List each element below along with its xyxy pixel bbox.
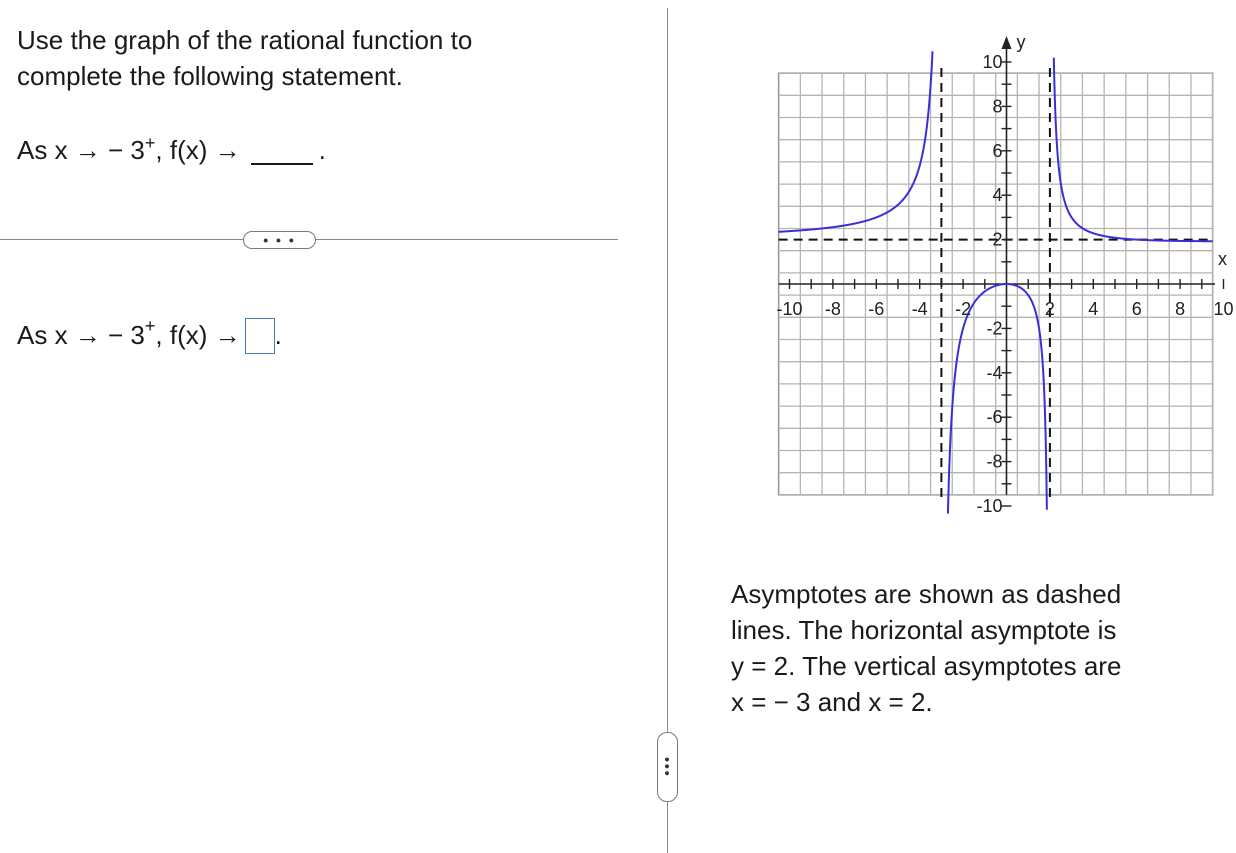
panel-resize-button[interactable] (657, 732, 678, 802)
note-line-1: Asymptotes are shown as dashed (731, 579, 1122, 609)
question-line-1: Use the graph of the rational function to (17, 25, 473, 55)
y-tick-label: -4 (986, 362, 1003, 383)
answer-middle: , f(x) → (155, 320, 241, 350)
x-tick-label: 2 (1044, 299, 1055, 319)
statement-middle: , f(x) → (155, 135, 241, 165)
x-tick-label: -8 (824, 299, 841, 319)
expand-button[interactable] (243, 231, 316, 249)
y-tick-label: 2 (992, 229, 1003, 250)
y-tick-label: 4 (992, 185, 1003, 206)
y-tick-label: 8 (992, 96, 1003, 117)
x-axis-label: x (1218, 249, 1227, 269)
expand-button-label: • • • (263, 232, 296, 248)
note-line-4: x = − 3 and x = 2. (731, 687, 933, 717)
question-line-2: complete the following statement. (17, 61, 403, 91)
x-tick-label: 10 (1213, 299, 1234, 319)
tick-labels (776, 32, 1233, 516)
y-tick-label: -10 (976, 496, 1003, 516)
asymptote-note (731, 576, 1191, 720)
blank-line (251, 135, 313, 165)
statement-superscript: + (144, 133, 156, 153)
rational-function-graph (755, 30, 1235, 520)
y-axis-label: y (1016, 32, 1026, 52)
y-tick-label: -8 (986, 451, 1003, 472)
y-tick-label: 10 (982, 52, 1003, 72)
x-tick-label: -2 (955, 299, 972, 319)
y-tick-label: -6 (986, 407, 1003, 428)
panel-divider (667, 8, 668, 853)
answer-statement (17, 318, 282, 354)
x-tick-label: 8 (1175, 299, 1186, 319)
y-tick-label: 6 (992, 140, 1003, 161)
x-tick-label: -10 (776, 299, 803, 319)
curve-right-branch (1054, 58, 1213, 242)
statement-suffix: . (318, 135, 326, 165)
note-line-3: y = 2. The vertical asymptotes are (731, 651, 1122, 681)
y-axis-arrow (1002, 36, 1012, 49)
x-tick-label: 6 (1131, 299, 1142, 319)
x-tick-label: -6 (868, 299, 885, 319)
note-line-2: lines. The horizontal asymptote is (731, 615, 1117, 645)
x-tick-label: -4 (911, 299, 928, 319)
statement-prompt (17, 135, 326, 166)
answer-input[interactable] (245, 318, 275, 354)
answer-suffix: . (274, 320, 282, 350)
question-text (17, 22, 617, 94)
panel-resize-label: ••• (659, 756, 676, 778)
answer-prefix: As x → − 3 (17, 320, 145, 350)
answer-superscript: + (144, 316, 156, 336)
statement-prefix: As x → − 3 (17, 135, 145, 165)
asymptote-lines (779, 68, 1208, 502)
y-tick-label: -2 (986, 318, 1003, 339)
x-tick-label: 4 (1088, 299, 1099, 319)
